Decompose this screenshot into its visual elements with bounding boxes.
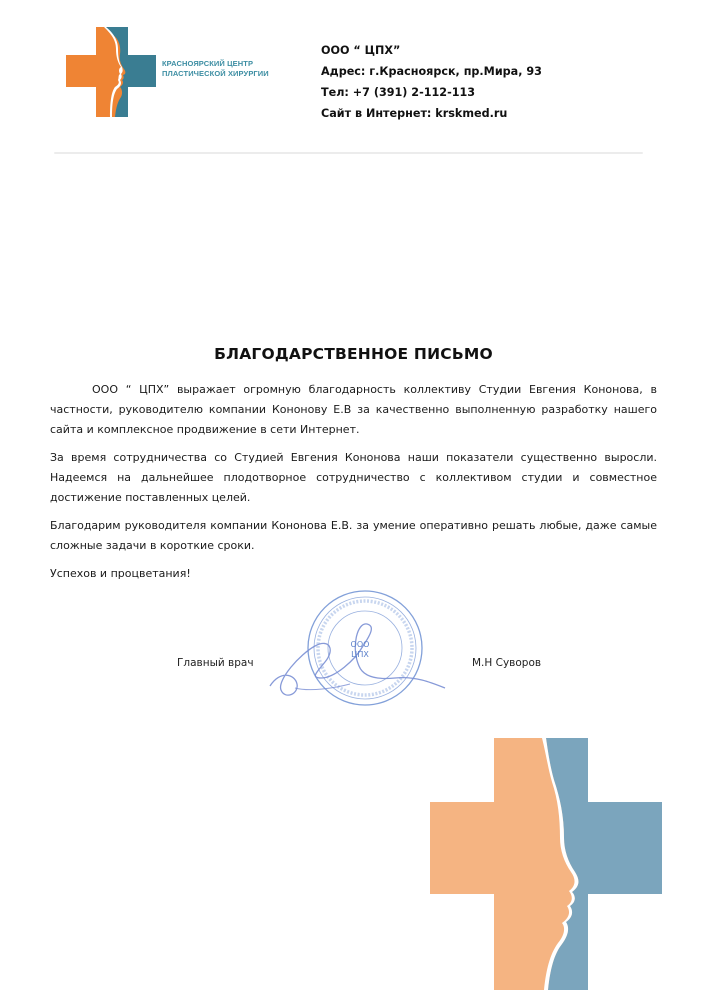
logo-text-line1: КРАСНОЯРСКИЙ ЦЕНТР xyxy=(162,59,254,68)
letter-title: БЛАГОДАРСТВЕННОЕ ПИСЬМО xyxy=(214,345,493,363)
logo-text xyxy=(162,59,282,79)
header-divider xyxy=(54,152,643,154)
stamp-text xyxy=(340,640,380,660)
company-logo xyxy=(66,27,156,117)
letter-paragraph: За время сотрудничества со Студией Евгения Кононова наши показатели существенно выросли. Надеемся на дальнейшее плодотворное сотрудничество с коллективом студии и совместное достижение поставленных целей. xyxy=(50,451,657,504)
company-phone: Тел: +7 (391) 2-112-113 xyxy=(321,86,476,99)
stamp-text-line2: ЦПХ xyxy=(351,650,369,659)
letter-paragraph: ООО “ ЦПХ” выражает огромную благодарность коллективу Студии Евгения Кононова, в частности, руководителю компании Кононову Е.В за качественно выполненную разработку нашего сайта и комплексное продвижение в сети Интернет. xyxy=(50,383,657,436)
stamp-text-line1: ООО xyxy=(350,640,370,649)
cross-face-watermark-icon xyxy=(430,738,662,990)
letter-closing: Успехов и процветания! xyxy=(50,567,191,580)
company-name: ООО “ ЦПХ” xyxy=(321,44,401,57)
company-website: Сайт в Интернет: krskmed.ru xyxy=(321,107,508,120)
letter-paragraph: Благодарим руководителя компании Кононова Е.В. за умение оперативно решать любые, даже самые сложные задачи в короткие сроки. xyxy=(50,519,657,552)
signatory-position: Главный врач xyxy=(177,657,254,669)
company-info xyxy=(321,40,542,124)
cross-face-logo-icon xyxy=(66,27,156,117)
signatory-name: М.Н Суворов xyxy=(472,657,542,669)
company-address: Адрес: г.Красноярск, пр.Мира, 93 xyxy=(321,65,542,78)
watermark-logo xyxy=(430,738,662,990)
logo-text-line2: ПЛАСТИЧЕСКОЙ ХИРУРГИИ xyxy=(162,69,269,78)
letter-body xyxy=(50,380,657,592)
